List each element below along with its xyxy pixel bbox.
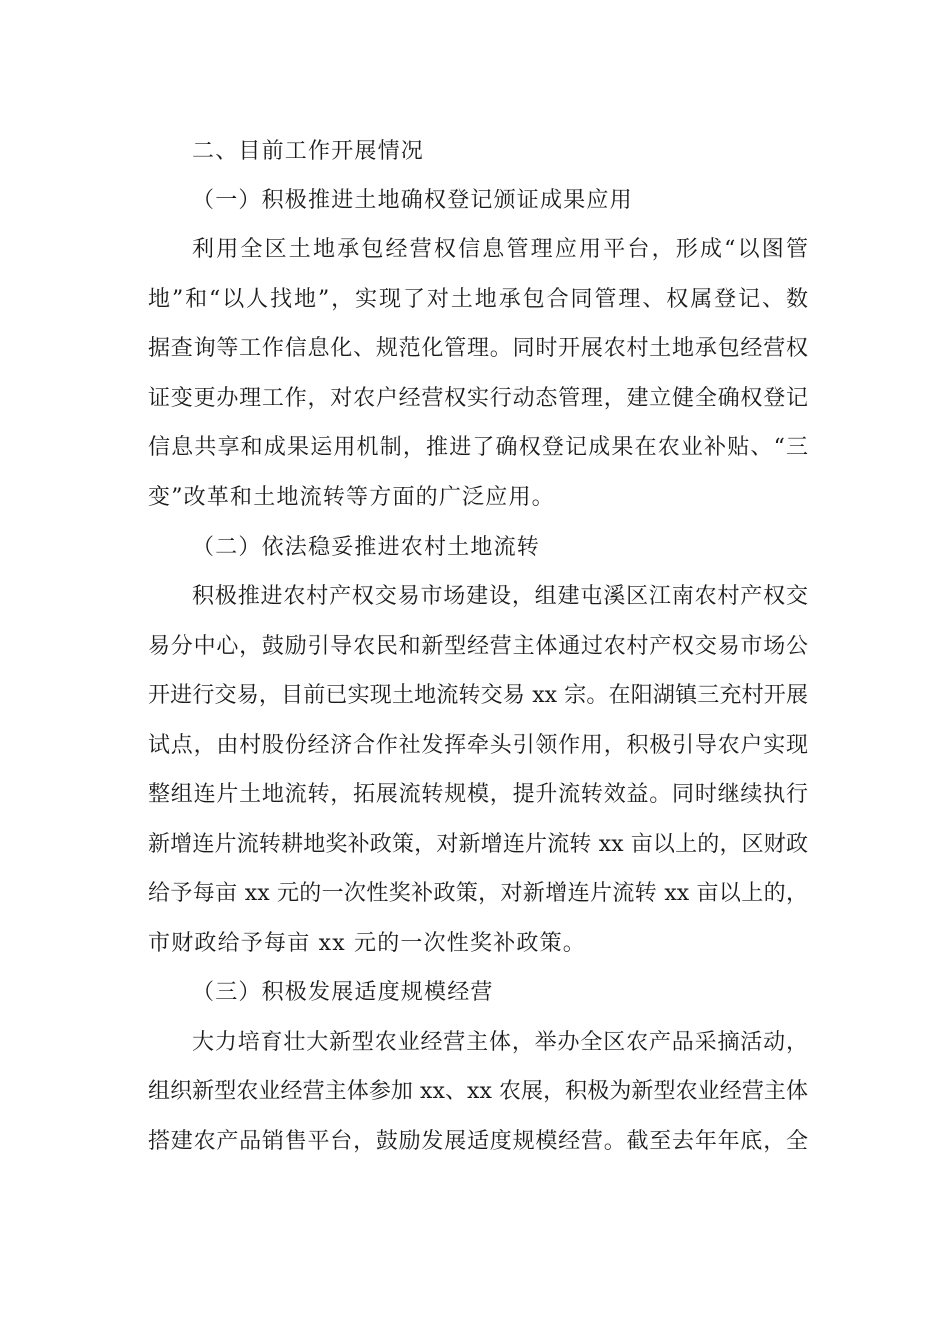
paragraph-line: 给予每亩 xx 元的一次性奖补政策，对新增连片流转 xx 亩以上的， xyxy=(148,881,808,906)
paragraph-line: 整组连片土地流转，拓展流转规模，提升流转效益。同时继续执行 xyxy=(148,782,808,807)
subsection-title-1: （一）积极推进土地确权登记颁证成果应用 xyxy=(192,188,633,213)
paragraph-line: 开进行交易，目前已实现土地流转交易 xx 宗。在阳湖镇三充村开展 xyxy=(148,683,808,708)
paragraph-line: 积极推进农村产权交易市场建设，组建屯溪区江南农村产权交 xyxy=(192,584,808,609)
paragraph-line: 组织新型农业经营主体参加 xx、xx 农展，积极为新型农业经营主体 xyxy=(148,1079,808,1104)
subsection-title-3: （三）积极发展适度规模经营 xyxy=(192,980,494,1005)
paragraph-line: 信息共享和成果运用机制，推进了确权登记成果在农业补贴、“三 xyxy=(148,435,808,460)
section-heading: 二、目前工作开展情况 xyxy=(192,139,425,164)
paragraph-line: 试点，由村股份经济合作社发挥牵头引领作用，积极引导农户实现 xyxy=(148,733,808,758)
paragraph-line: 地”和“以人找地”，实现了对土地承包合同管理、权属登记、数 xyxy=(148,287,808,312)
paragraph-line: 新增连片流转耕地奖补政策，对新增连片流转 xx 亩以上的，区财政 xyxy=(148,832,808,857)
paragraph-line: 搭建农产品销售平台，鼓励发展适度规模经营。截至去年年底，全 xyxy=(148,1129,808,1154)
paragraph-line: 利用全区土地承包经营权信息管理应用平台，形成“以图管 xyxy=(192,237,808,262)
paragraph-line: 变”改革和土地流转等方面的广泛应用。 xyxy=(148,485,555,510)
paragraph-line: 大力培育壮大新型农业经营主体，举办全区农产品采摘活动， xyxy=(192,1030,808,1055)
paragraph-line: 据查询等工作信息化、规范化管理。同时开展农村土地承包经营权 xyxy=(148,336,808,361)
paragraph-line: 易分中心，鼓励引导农民和新型经营主体通过农村产权交易市场公 xyxy=(148,634,808,659)
subsection-title-2: （二）依法稳妥推进农村土地流转 xyxy=(192,535,541,560)
paragraph-line: 市财政给予每亩 xx 元的一次性奖补政策。 xyxy=(148,931,587,956)
paragraph-line: 证变更办理工作，对农户经营权实行动态管理，建立健全确权登记 xyxy=(148,386,808,411)
